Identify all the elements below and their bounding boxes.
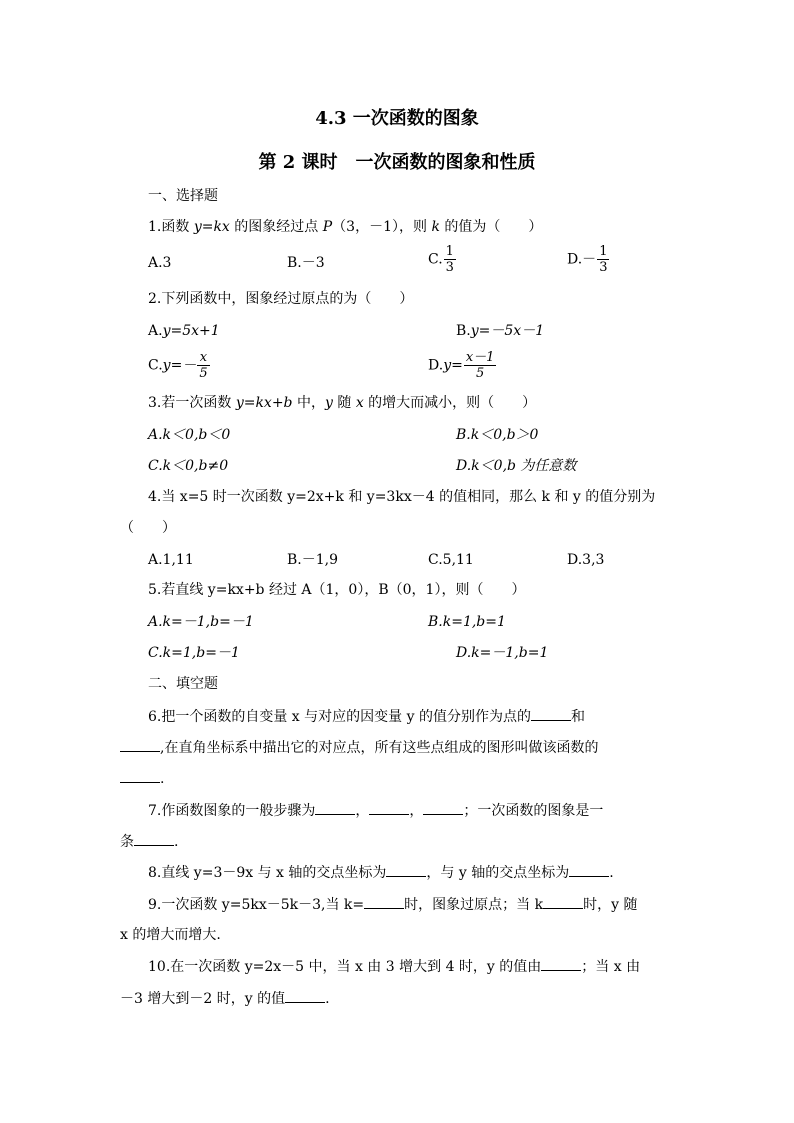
- question-1-stem: 1.函数 y=kx 的图象经过点 P（3，－1），则 k 的值为（ ）: [148, 219, 543, 235]
- question-5-stem: 5.若直线 y=kx+b 经过 A（1，0），B（0，1），则（ ）: [148, 582, 526, 598]
- question-10-line-2: －3 增大到－2 时，y 的值 .: [120, 988, 330, 1009]
- question-8: 8.直线 y=3－9x 与 x 轴的交点坐标为 ，与 y 轴的交点坐标为 .: [148, 862, 614, 883]
- question-4-stem: 4.当 x=5 时一次函数 y=2x+k 和 y=3kx－4 的值相同，那么 k 和 y 的值分别为: [148, 489, 656, 505]
- answer-blank[interactable]: [120, 768, 160, 783]
- question-5-option-c: C.k=1,b=－1: [148, 645, 240, 661]
- answer-blank[interactable]: [369, 800, 409, 815]
- section-heading-choice: 一、选择题: [148, 188, 218, 204]
- section-heading-fill: 二、填空题: [148, 676, 218, 692]
- question-6-line-1: 6.把一个函数的自变量 x 与对应的因变量 y 的值分别作为点的 和: [148, 706, 585, 727]
- question-6-line-3: .: [120, 768, 164, 789]
- question-3-option-c: C.k＜0,b≠0: [148, 458, 229, 474]
- question-4-option-c: C.5,11: [428, 552, 474, 568]
- question-3-option-d: D.k＜0,b 为任意数: [456, 458, 577, 474]
- fraction: $\frac{1}{3}$: [599, 244, 608, 275]
- question-6-line-2: ,在直角坐标系中描出它的对应点，所有这些点组成的图形叫做该函数的: [120, 737, 598, 758]
- question-2-option-a: A.y=5x+1: [148, 323, 220, 339]
- question-10-line-1: 10.在一次函数 y=2x－5 中，当 x 由 3 增大到 4 时，y 的值由 ；当 x 由: [148, 956, 640, 977]
- answer-blank[interactable]: [315, 800, 355, 815]
- question-2-stem: 2.下列函数中，图象经过原点的为（ ）: [148, 291, 414, 307]
- question-1-option-b: B.－3: [287, 255, 325, 271]
- question-4-paren: （ ）: [120, 520, 176, 536]
- question-5-option-a: A.k=－1,b=－1: [148, 614, 254, 630]
- question-2-option-b: B.y=－5x－1: [456, 323, 545, 339]
- answer-blank[interactable]: [543, 894, 583, 909]
- question-3-option-b: B.k＜0,b＞0: [456, 427, 539, 443]
- question-3-stem: 3.若一次函数 y=kx+b 中，y 随 x 的增大而减小，则（ ）: [148, 395, 537, 411]
- question-1-option-a: A.3: [148, 255, 172, 271]
- answer-blank[interactable]: [541, 956, 581, 971]
- question-5-option-d: D.k=－1,b=1: [456, 645, 549, 661]
- answer-blank[interactable]: [569, 862, 609, 877]
- question-1-option-c: C. $\frac{1}{3}$: [428, 244, 454, 275]
- answer-blank[interactable]: [531, 706, 571, 721]
- answer-blank[interactable]: [364, 894, 404, 909]
- page-subtitle: 第 2 课时 一次函数的图象和性质: [258, 152, 536, 173]
- question-7-line-2: 条 .: [120, 831, 178, 852]
- fraction: $\frac{x}{5}$: [199, 350, 208, 381]
- page-title: 4.3 一次函数的图象: [315, 108, 479, 129]
- question-9-line-1: 9.一次函数 y=5kx－5k－3,当 k= 时，图象过原点；当 k 时，y 随: [148, 894, 637, 915]
- question-2-option-c: C.y=－ $\frac{x}{5}$: [148, 350, 208, 381]
- question-2-option-d: D.y= $\frac{x-1}{5}$: [428, 350, 495, 381]
- fraction: $\frac{1}{3}$: [445, 244, 454, 275]
- question-4-option-d: D.3,3: [567, 552, 605, 568]
- answer-blank[interactable]: [386, 862, 426, 877]
- answer-blank[interactable]: [134, 831, 174, 846]
- question-4-option-b: B.－1,9: [287, 552, 339, 568]
- answer-blank[interactable]: [285, 988, 325, 1003]
- answer-blank[interactable]: [423, 800, 463, 815]
- question-9-line-2: x 的增大而增大.: [120, 927, 221, 943]
- answer-blank[interactable]: [120, 737, 160, 752]
- question-5-option-b: B.k=1,b=1: [428, 614, 506, 630]
- question-4-option-a: A.1,11: [148, 552, 194, 568]
- fraction: $\frac{x-1}{5}$: [465, 350, 495, 381]
- question-1-option-d: D.－ $\frac{1}{3}$: [567, 244, 608, 275]
- question-3-option-a: A.k＜0,b＜0: [148, 427, 231, 443]
- question-7-line-1: 7.作函数图象的一般步骤为 ， ， ；一次函数的图象是一: [148, 800, 603, 821]
